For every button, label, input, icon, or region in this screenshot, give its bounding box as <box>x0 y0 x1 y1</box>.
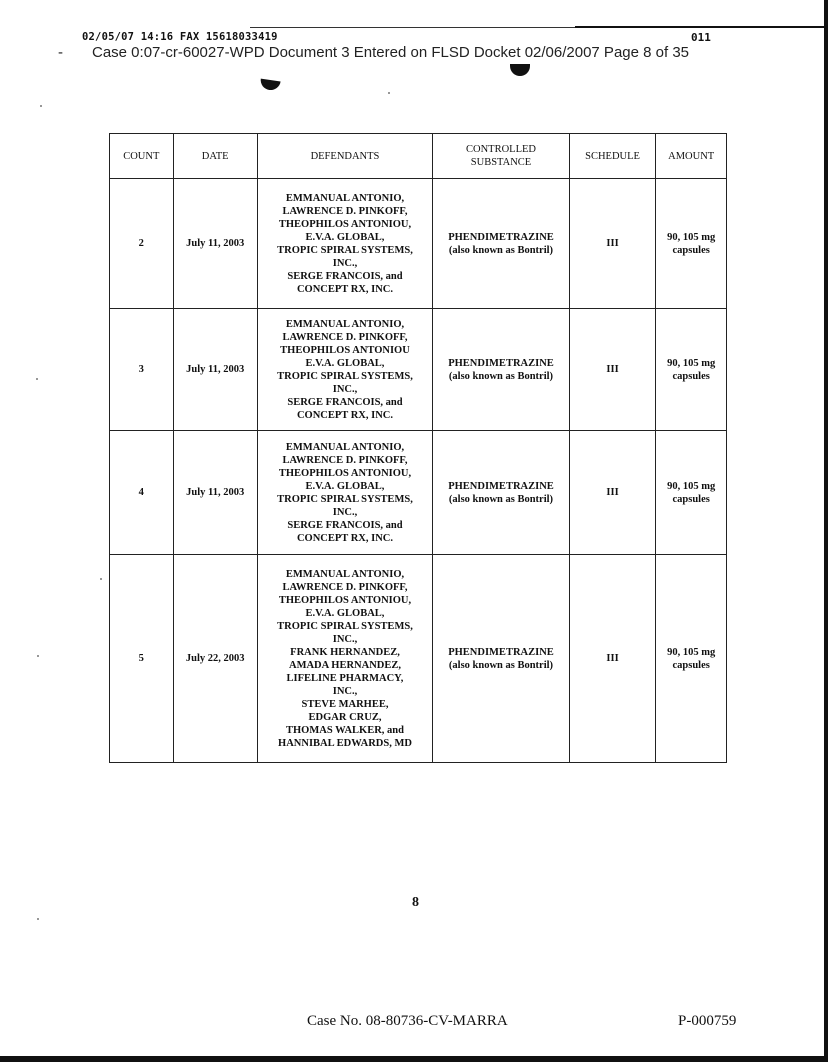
defendant-line: LIFELINE PHARMACY, <box>286 672 404 684</box>
header-schedule: SCHEDULE <box>569 134 656 179</box>
amount-cell <box>656 431 727 555</box>
fax-page-number: 011 <box>691 31 711 44</box>
defendant-line: LAWRENCE D. PINKOFF, <box>282 331 408 343</box>
amount-line: capsules <box>672 370 710 382</box>
defendant-line: THEOPHILOS ANTONIOU <box>280 344 410 356</box>
defendant-line: INC., <box>332 506 358 518</box>
header-rule-thick <box>575 26 828 28</box>
substance-cell <box>433 555 570 763</box>
defendant-line: EDGAR CRUZ, <box>308 711 382 723</box>
amount-line: 90, 105 mg <box>667 357 716 369</box>
table-row <box>110 431 727 555</box>
defendant-line: E.V.A. GLOBAL, <box>305 480 385 492</box>
substance-line: (also known as Bontril) <box>448 659 554 671</box>
docket-text: Case 0:07-cr-60027-WPD Document 3 Entered on FLSD Docket 02/06/2007 Page 8 of 35 <box>92 44 690 61</box>
schedule-cell: III <box>569 179 656 309</box>
scan-speck <box>388 92 390 94</box>
defendant-line: LAWRENCE D. PINKOFF, <box>282 454 408 466</box>
scan-speck <box>100 578 102 580</box>
scan-speck <box>36 378 38 380</box>
defendant-line: TROPIC SPIRAL SYSTEMS, <box>277 244 413 256</box>
defendant-line: E.V.A. GLOBAL, <box>305 231 385 243</box>
defendant-line: LAWRENCE D. PINKOFF, <box>282 581 408 593</box>
header-amount: AMOUNT <box>656 134 727 179</box>
defendant-line: CONCEPT RX, INC. <box>296 532 394 544</box>
defendant-line: CONCEPT RX, INC. <box>296 409 394 421</box>
count-cell: 5 <box>110 555 174 763</box>
defendant-line: SERGE FRANCOIS, and <box>287 270 403 282</box>
substance-cell <box>433 431 570 555</box>
defendant-line: THEOPHILOS ANTONIOU, <box>278 467 412 479</box>
defendant-line: CONCEPT RX, INC. <box>296 283 394 295</box>
defendant-line: THEOPHILOS ANTONIOU, <box>278 594 412 606</box>
footer-case-number: Case No. 08-80736-CV-MARRA <box>307 1013 508 1029</box>
substance-line: PHENDIMETRAZINE <box>448 231 554 243</box>
scan-speck <box>40 105 42 107</box>
amount-line: capsules <box>672 659 710 671</box>
schedule-cell: III <box>569 431 656 555</box>
defendant-line: FRANK HERNANDEZ, <box>290 646 400 658</box>
substance-line: (also known as Bontril) <box>448 244 554 256</box>
defendant-line: TROPIC SPIRAL SYSTEMS, <box>277 493 413 505</box>
substance-line: PHENDIMETRAZINE <box>448 646 554 658</box>
table-row <box>110 555 727 763</box>
docket-dash: - <box>58 44 63 61</box>
date-cell: July 22, 2003 <box>173 555 257 763</box>
defendant-line: EMMANUAL ANTONIO, <box>285 568 405 580</box>
amount-line: 90, 105 mg <box>667 480 716 492</box>
defendant-line: HANNIBAL EDWARDS, MD <box>278 737 412 749</box>
schedule-cell: III <box>569 555 656 763</box>
table-row <box>110 309 727 431</box>
defendant-line: E.V.A. GLOBAL, <box>305 607 385 619</box>
amount-line: capsules <box>672 244 710 256</box>
substance-line: PHENDIMETRAZINE <box>448 480 554 492</box>
defendant-line: SERGE FRANCOIS, and <box>287 396 403 408</box>
defendants-cell <box>257 431 432 555</box>
header-date: DATE <box>173 134 257 179</box>
defendant-line: TROPIC SPIRAL SYSTEMS, <box>277 370 413 382</box>
date-cell: July 11, 2003 <box>173 179 257 309</box>
defendant-line: AMADA HERNANDEZ, <box>288 659 401 671</box>
defendants-cell <box>257 309 432 431</box>
substance-line: (also known as Bontril) <box>448 370 554 382</box>
count-cell: 3 <box>110 309 174 431</box>
defendants-cell <box>257 179 432 309</box>
docket-line <box>58 44 690 61</box>
defendant-line: THOMAS WALKER, and <box>286 724 404 736</box>
date-cell: July 11, 2003 <box>173 309 257 431</box>
amount-line: 90, 105 mg <box>667 646 716 658</box>
date-cell: July 11, 2003 <box>173 431 257 555</box>
defendant-line: E.V.A. GLOBAL, <box>305 357 385 369</box>
counts-table <box>109 133 727 763</box>
defendant-line: INC., <box>332 257 358 269</box>
defendant-line: INC., <box>332 633 358 645</box>
defendant-line: EMMANUAL ANTONIO, <box>285 441 405 453</box>
fax-header: 02/05/07 14:16 FAX 15618033419 <box>82 31 278 43</box>
defendant-line: EMMANUAL ANTONIO, <box>285 192 405 204</box>
amount-cell <box>656 555 727 763</box>
defendant-line: INC., <box>332 383 358 395</box>
defendant-line: TROPIC SPIRAL SYSTEMS, <box>277 620 413 632</box>
footer-bates-number: P-000759 <box>678 1013 737 1029</box>
defendant-line: SERGE FRANCOIS, and <box>287 519 403 531</box>
table-row <box>110 179 727 309</box>
amount-cell <box>656 309 727 431</box>
substance-line: PHENDIMETRAZINE <box>448 357 554 369</box>
defendant-line: INC., <box>332 685 358 697</box>
defendant-line: EMMANUAL ANTONIO, <box>285 318 405 330</box>
amount-line: 90, 105 mg <box>667 231 716 243</box>
table-header-row <box>110 134 727 179</box>
amount-cell <box>656 179 727 309</box>
scan-speck <box>37 918 39 920</box>
header-count: COUNT <box>110 134 174 179</box>
page-number: 8 <box>412 895 419 910</box>
count-cell: 4 <box>110 431 174 555</box>
header-substance: CONTROLLED SUBSTANCE <box>433 134 570 179</box>
defendant-line: LAWRENCE D. PINKOFF, <box>282 205 408 217</box>
scan-speck <box>37 655 39 657</box>
defendants-cell <box>257 555 432 763</box>
defendant-line: THEOPHILOS ANTONIOU, <box>278 218 412 230</box>
amount-line: capsules <box>672 493 710 505</box>
schedule-cell: III <box>569 309 656 431</box>
substance-line: (also known as Bontril) <box>448 493 554 505</box>
count-cell: 2 <box>110 179 174 309</box>
substance-cell <box>433 309 570 431</box>
header-defendants: DEFENDANTS <box>257 134 432 179</box>
defendant-line: STEVE MARHEE, <box>301 698 389 710</box>
substance-cell <box>433 179 570 309</box>
